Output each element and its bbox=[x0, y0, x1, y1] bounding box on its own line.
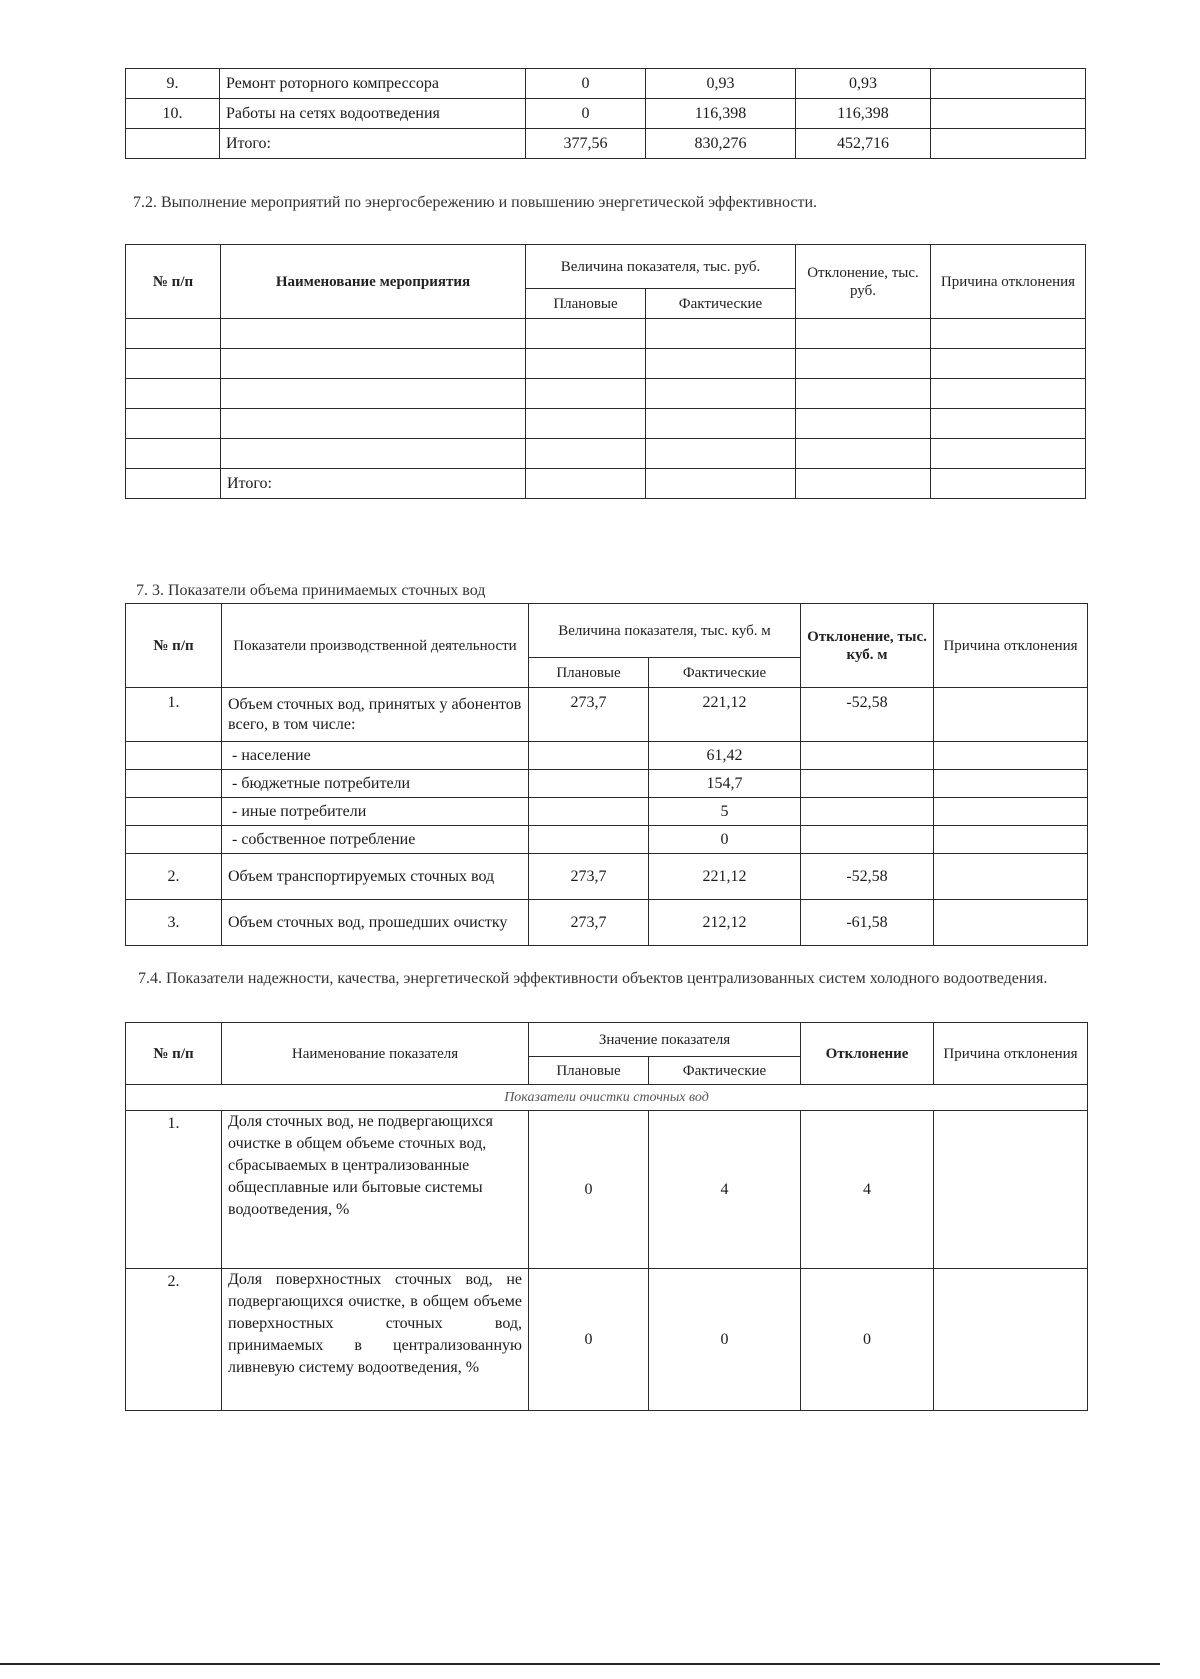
table-row bbox=[126, 469, 1086, 499]
row-fact: 4 bbox=[649, 1111, 801, 1269]
header-value: Величина показателя, тыс. куб. м bbox=[529, 604, 801, 658]
row-number: 9. bbox=[126, 69, 220, 99]
row-number: 1. bbox=[126, 1111, 222, 1269]
table-row bbox=[126, 129, 1086, 159]
row-deviation: -52,58 bbox=[801, 688, 934, 742]
header-value: Значение показателя bbox=[529, 1023, 801, 1057]
section-7-3-title: 7. 3. Показатели объема принимаемых сточных вод bbox=[136, 582, 486, 599]
wastewater-volume-table bbox=[125, 603, 1088, 946]
row-reason bbox=[931, 129, 1086, 159]
header-num: № п/п bbox=[126, 245, 221, 319]
row-deviation: -61,58 bbox=[801, 900, 934, 946]
header-fact: Фактические bbox=[649, 658, 801, 688]
header-deviation: Отклонение bbox=[801, 1023, 934, 1085]
total-label: Итого: bbox=[221, 469, 526, 499]
header-deviation: Отклонение, тыс. руб. bbox=[796, 245, 931, 319]
row-fact: 116,398 bbox=[646, 99, 796, 129]
header-name: Показатели производственной деятельности bbox=[222, 604, 529, 688]
row-fact: 154,7 bbox=[649, 770, 801, 798]
header-deviation: Отклонение, тыс. куб. м bbox=[801, 604, 934, 688]
header-reason: Причина отклонения bbox=[934, 1023, 1088, 1085]
page-bottom-rule bbox=[0, 1663, 1160, 1665]
table-row bbox=[126, 900, 1088, 946]
row-fact: 830,276 bbox=[646, 129, 796, 159]
header-name: Наименование мероприятия bbox=[221, 245, 526, 319]
table-row bbox=[126, 99, 1086, 129]
row-fact: 61,42 bbox=[649, 742, 801, 770]
row-fact: 0 bbox=[649, 1269, 801, 1411]
row-number: 10. bbox=[126, 99, 220, 129]
row-number bbox=[126, 129, 220, 159]
row-number: 2. bbox=[126, 1269, 222, 1411]
table-row bbox=[126, 854, 1088, 900]
row-plan: 0 bbox=[526, 99, 646, 129]
row-name: - иные потребители bbox=[222, 798, 529, 826]
header-value: Величина показателя, тыс. руб. bbox=[526, 245, 796, 289]
row-plan: 0 bbox=[526, 69, 646, 99]
row-name: Доля поверхностных сточных вод, не подвергающихся очистке, в общем объеме поверхностных сточных вод, принимаемых в централизованную ливневую систему водоотведения, % bbox=[222, 1269, 529, 1411]
section-7-4-title: 7.4. Показатели надежности, качества, энергетической эффективности объектов централизованных систем холодного водоотведения. bbox=[138, 970, 1048, 987]
table-row bbox=[126, 1269, 1088, 1411]
header-num: № п/п bbox=[126, 1023, 222, 1085]
table-row bbox=[126, 770, 1088, 798]
header-plan: Плановые bbox=[529, 1057, 649, 1085]
table-row bbox=[126, 349, 1086, 379]
row-name: - бюджетные потребители bbox=[222, 770, 529, 798]
row-number: 3. bbox=[126, 900, 222, 946]
table-row bbox=[126, 69, 1086, 99]
row-fact: 0,93 bbox=[646, 69, 796, 99]
table-row bbox=[126, 409, 1086, 439]
header-plan: Плановые bbox=[526, 289, 646, 319]
table-row bbox=[126, 1111, 1088, 1269]
row-reason bbox=[931, 99, 1086, 129]
table-row bbox=[126, 742, 1088, 770]
header-num: № п/п bbox=[126, 604, 222, 688]
header-name: Наименование показателя bbox=[222, 1023, 529, 1085]
table-row bbox=[126, 379, 1086, 409]
header-plan: Плановые bbox=[529, 658, 649, 688]
table-row bbox=[126, 319, 1086, 349]
row-plan: 0 bbox=[529, 1269, 649, 1411]
table-row bbox=[126, 826, 1088, 854]
row-fact: 221,12 bbox=[649, 688, 801, 742]
row-plan: 377,56 bbox=[526, 129, 646, 159]
row-fact: 221,12 bbox=[649, 854, 801, 900]
row-name: Работы на сетях водоотведения bbox=[220, 99, 526, 129]
row-name: Объем сточных вод, принятых у абонентов всего, в том числе: bbox=[222, 688, 529, 742]
row-plan: 0 bbox=[529, 1111, 649, 1269]
row-fact: 5 bbox=[649, 798, 801, 826]
header-reason: Причина отклонения bbox=[934, 604, 1088, 688]
row-name: Итого: bbox=[220, 129, 526, 159]
section-7-2-title: 7.2. Выполнение мероприятий по энергосбережению и повышению энергетической эффективности. bbox=[133, 194, 818, 211]
row-name: Объем сточных вод, прошедших очистку bbox=[222, 900, 529, 946]
row-name: Объем транспортируемых сточных вод bbox=[222, 854, 529, 900]
row-deviation: 0 bbox=[801, 1269, 934, 1411]
header-fact: Фактические bbox=[646, 289, 796, 319]
header-fact: Фактические bbox=[649, 1057, 801, 1085]
subheader-cleaning: Показатели очистки сточных вод bbox=[126, 1085, 1088, 1111]
row-plan: 273,7 bbox=[529, 900, 649, 946]
row-deviation: 4 bbox=[801, 1111, 934, 1269]
row-reason bbox=[931, 69, 1086, 99]
row-name: - собственное потребление bbox=[222, 826, 529, 854]
row-fact: 0 bbox=[649, 826, 801, 854]
row-plan: 273,7 bbox=[529, 854, 649, 900]
row-name: - население bbox=[222, 742, 529, 770]
row-number: 1. bbox=[126, 688, 222, 742]
row-name: Доля сточных вод, не подвергающихся очистке в общем объеме сточных вод, сбрасываемых в централизованные общесплавные или бытовые системы водоотведения, % bbox=[222, 1111, 529, 1269]
energy-saving-table bbox=[125, 244, 1086, 499]
row-name: Ремонт роторного компрессора bbox=[220, 69, 526, 99]
table-row bbox=[126, 439, 1086, 469]
row-deviation: 452,716 bbox=[796, 129, 931, 159]
top-table bbox=[125, 68, 1086, 159]
row-deviation: 0,93 bbox=[796, 69, 931, 99]
row-plan: 273,7 bbox=[529, 688, 649, 742]
row-deviation: -52,58 bbox=[801, 854, 934, 900]
row-fact: 212,12 bbox=[649, 900, 801, 946]
table-row bbox=[126, 798, 1088, 826]
row-deviation: 116,398 bbox=[796, 99, 931, 129]
header-reason: Причина отклонения bbox=[931, 245, 1086, 319]
row-number: 2. bbox=[126, 854, 222, 900]
reliability-indicators-table bbox=[125, 1022, 1088, 1411]
table-row bbox=[126, 688, 1088, 742]
